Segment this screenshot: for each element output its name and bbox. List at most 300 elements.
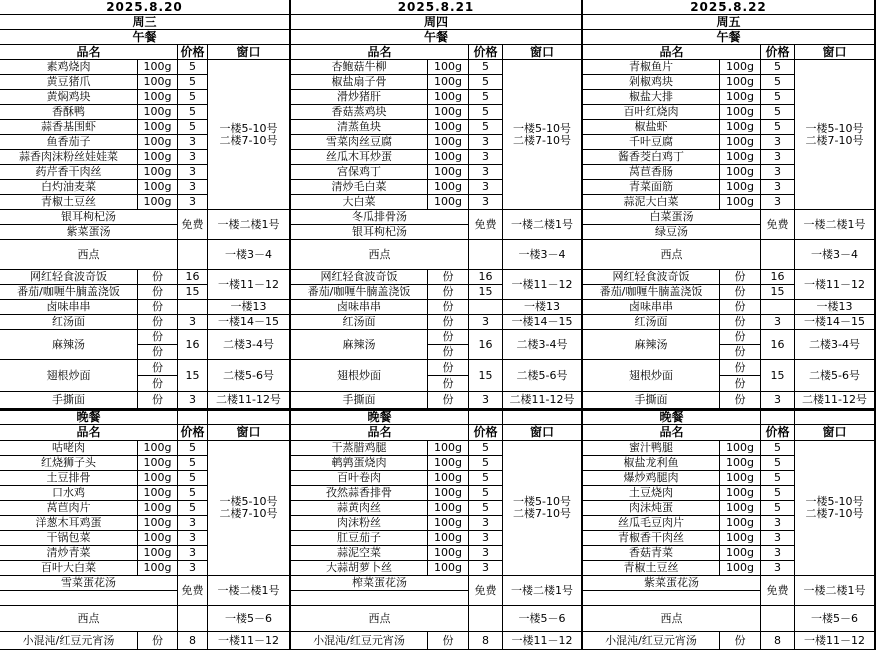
dish-price: 5 xyxy=(469,60,503,75)
rice-unit: 份 xyxy=(138,270,178,285)
dish-unit: 100g xyxy=(428,531,469,546)
soup-name: 银耳枸杞汤 xyxy=(0,210,178,225)
lunch-header-window: 窗口 xyxy=(795,45,875,60)
weekday-header: 周三 xyxy=(0,15,290,30)
rice-name: 网红轻食波奇饭 xyxy=(291,270,428,285)
dish-price: 3 xyxy=(469,180,503,195)
rice-name: 网红轻食波奇饭 xyxy=(0,270,138,285)
dish-price: 5 xyxy=(469,90,503,105)
dinner-title-window-blank xyxy=(795,411,875,425)
dish-unit: 100g xyxy=(428,150,469,165)
dessert-price xyxy=(469,606,503,632)
rice-name: 网红轻食波奇饭 xyxy=(583,270,720,285)
dish-price: 3 xyxy=(469,516,503,531)
soup-name: 绿豆汤 xyxy=(583,225,761,240)
lunch-header-window: 窗口 xyxy=(503,45,582,60)
skewer-price xyxy=(761,300,795,315)
skewer-unit: 份 xyxy=(138,300,178,315)
dish-name: 土豆烧肉 xyxy=(583,486,720,501)
dish-price: 3 xyxy=(761,165,795,180)
dish-price: 3 xyxy=(178,195,208,210)
lunch-window: 一楼5-10号 二楼7-10号 xyxy=(208,60,290,210)
dish-price: 5 xyxy=(178,105,208,120)
mala-name: 麻辣汤 xyxy=(291,330,428,360)
mala-unit: 份 xyxy=(720,330,761,345)
dish-unit: 100g xyxy=(720,195,761,210)
dish-unit: 100g xyxy=(428,561,469,576)
dish-name: 爆炒鸡腿肉 xyxy=(583,471,720,486)
dish-price: 5 xyxy=(469,105,503,120)
dessert-name: 西点 xyxy=(583,606,761,632)
dish-price: 5 xyxy=(761,471,795,486)
soup-window: 一楼二楼1号 xyxy=(795,210,875,240)
mala-window: 二楼3-4号 xyxy=(503,330,582,360)
rice-unit: 份 xyxy=(720,270,761,285)
dish-price: 5 xyxy=(178,486,208,501)
dish-name: 大蒜胡萝卜丝 xyxy=(291,561,428,576)
dish-price: 5 xyxy=(469,471,503,486)
wonton-unit: 份 xyxy=(138,632,178,650)
mala-name: 麻辣汤 xyxy=(0,330,138,360)
dish-unit: 100g xyxy=(428,441,469,456)
shousi-price: 3 xyxy=(761,392,795,409)
chigen-window: 二楼5-6号 xyxy=(503,360,582,392)
lunch-window: 一楼5-10号 二楼7-10号 xyxy=(795,60,875,210)
soup-window: 一楼二楼1号 xyxy=(503,210,582,240)
skewer-price xyxy=(178,300,208,315)
rice-name: 番茄/咖喱牛腩盖浇饭 xyxy=(0,285,138,300)
dish-price: 5 xyxy=(178,75,208,90)
shousi-name: 手撕面 xyxy=(291,392,428,409)
shousi-name: 手撕面 xyxy=(583,392,720,409)
dish-name: 椒盐扇子骨 xyxy=(291,75,428,90)
dish-unit: 100g xyxy=(138,471,178,486)
dish-unit: 100g xyxy=(138,105,178,120)
dish-name: 千叶豆腐 xyxy=(583,135,720,150)
chigen-unit: 份 xyxy=(720,376,761,392)
dish-unit: 100g xyxy=(720,75,761,90)
dish-name: 蒜黄肉丝 xyxy=(291,501,428,516)
wonton-name: 小混沌/红豆元宵汤 xyxy=(291,632,428,650)
dish-unit: 100g xyxy=(720,546,761,561)
dish-unit: 100g xyxy=(720,165,761,180)
dish-unit: 100g xyxy=(720,90,761,105)
dish-name: 莴苣香肠 xyxy=(583,165,720,180)
dish-price: 3 xyxy=(761,561,795,576)
soup-window: 一楼二楼1号 xyxy=(795,576,875,606)
mala-price: 16 xyxy=(178,330,208,360)
soup-blank xyxy=(291,591,469,606)
dish-unit: 100g xyxy=(138,195,178,210)
mala-window: 二楼3-4号 xyxy=(208,330,290,360)
mala-unit: 份 xyxy=(428,345,469,360)
dessert-window: 一楼3－4 xyxy=(795,240,875,270)
hongtang-name: 红汤面 xyxy=(0,315,138,330)
dish-unit: 100g xyxy=(720,120,761,135)
rice-unit: 份 xyxy=(138,285,178,300)
dish-unit: 100g xyxy=(138,60,178,75)
dinner-title-window-blank xyxy=(208,411,290,425)
dish-name: 剁椒鸡块 xyxy=(583,75,720,90)
dish-name: 蜜汁鸭腿 xyxy=(583,441,720,456)
skewer-window: 一楼13 xyxy=(208,300,290,315)
rice-window: 一楼11－12 xyxy=(503,270,582,300)
lunch-title: 午餐 xyxy=(583,30,875,45)
weekday-header: 周四 xyxy=(291,15,582,30)
day-column xyxy=(291,0,583,650)
dish-name: 干锅包菜 xyxy=(0,531,138,546)
dish-unit: 100g xyxy=(428,180,469,195)
rice-price: 15 xyxy=(761,285,795,300)
skewer-window: 一楼13 xyxy=(503,300,582,315)
soup-blank xyxy=(583,591,761,606)
dish-price: 5 xyxy=(178,90,208,105)
date-header: 2025.8.20 xyxy=(0,0,290,15)
dish-name: 肉沫炖蛋 xyxy=(583,501,720,516)
dish-name: 酱香茭白鸡丁 xyxy=(583,150,720,165)
dinner-title-price-blank xyxy=(178,411,208,425)
wonton-price: 8 xyxy=(469,632,503,650)
hongtang-window: 一楼14－15 xyxy=(795,315,875,330)
dinner-header-name: 品名 xyxy=(0,425,178,441)
mala-unit: 份 xyxy=(138,330,178,345)
dessert-price xyxy=(178,606,208,632)
skewer-name: 卤味串串 xyxy=(0,300,138,315)
soup-name: 紫菜蛋汤 xyxy=(0,225,178,240)
dish-price: 5 xyxy=(761,441,795,456)
dinner-window: 一楼5-10号 二楼7-10号 xyxy=(795,441,875,576)
dish-price: 3 xyxy=(178,165,208,180)
day-column xyxy=(0,0,291,650)
dish-price: 5 xyxy=(761,90,795,105)
dish-name: 雪菜肉丝豆腐 xyxy=(291,135,428,150)
dish-name: 鱼香茄子 xyxy=(0,135,138,150)
wonton-window: 一楼11－12 xyxy=(795,632,875,650)
dish-price: 5 xyxy=(469,456,503,471)
dish-name: 孜然蒜香排骨 xyxy=(291,486,428,501)
skewer-name: 卤味串串 xyxy=(291,300,428,315)
dessert-name: 西点 xyxy=(0,240,178,270)
hongtang-price: 3 xyxy=(178,315,208,330)
dish-unit: 100g xyxy=(720,135,761,150)
chigen-unit: 份 xyxy=(138,360,178,376)
dish-name: 蒜香肉沫粉丝娃娃菜 xyxy=(0,150,138,165)
chigen-name: 翅根炒面 xyxy=(0,360,138,392)
rice-price: 15 xyxy=(469,285,503,300)
dish-price: 5 xyxy=(761,120,795,135)
wonton-name: 小混沌/红豆元宵汤 xyxy=(0,632,138,650)
rice-price: 15 xyxy=(178,285,208,300)
dish-name: 青椒鱼片 xyxy=(583,60,720,75)
rice-price: 16 xyxy=(761,270,795,285)
dish-name: 蒜泥空菜 xyxy=(291,546,428,561)
dish-price: 3 xyxy=(469,195,503,210)
dish-price: 5 xyxy=(469,75,503,90)
dinner-window: 一楼5-10号 二楼7-10号 xyxy=(208,441,290,576)
dish-name: 药芹香干肉丝 xyxy=(0,165,138,180)
lunch-header-name: 品名 xyxy=(291,45,469,60)
dish-name: 青菜面筋 xyxy=(583,180,720,195)
dish-unit: 100g xyxy=(138,75,178,90)
mala-price: 16 xyxy=(761,330,795,360)
chigen-price: 15 xyxy=(178,360,208,392)
dish-price: 5 xyxy=(761,486,795,501)
dinner-window: 一楼5-10号 二楼7-10号 xyxy=(503,441,582,576)
dish-name: 杏鲍菇牛柳 xyxy=(291,60,428,75)
dish-unit: 100g xyxy=(428,546,469,561)
hongtang-window: 一楼14－15 xyxy=(503,315,582,330)
dish-price: 5 xyxy=(761,75,795,90)
dish-unit: 100g xyxy=(428,75,469,90)
rice-price: 16 xyxy=(178,270,208,285)
hongtang-unit: 份 xyxy=(428,315,469,330)
dish-name: 黄焖鸡块 xyxy=(0,90,138,105)
dinner-header-window: 窗口 xyxy=(795,425,875,441)
lunch-title: 午餐 xyxy=(0,30,290,45)
dish-price: 3 xyxy=(178,546,208,561)
dish-unit: 100g xyxy=(138,90,178,105)
mala-name: 麻辣汤 xyxy=(583,330,720,360)
soup-name: 榨菜蛋花汤 xyxy=(291,576,469,591)
shousi-window: 二楼11-12号 xyxy=(503,392,582,409)
dessert-name: 西点 xyxy=(291,606,469,632)
dessert-window: 一楼5－6 xyxy=(503,606,582,632)
soup-name: 白菜蛋汤 xyxy=(583,210,761,225)
dinner-title-window-blank xyxy=(503,411,582,425)
lunch-window: 一楼5-10号 二楼7-10号 xyxy=(503,60,582,210)
mala-unit: 份 xyxy=(428,330,469,345)
dish-unit: 100g xyxy=(720,531,761,546)
dish-name: 宫保鸡丁 xyxy=(291,165,428,180)
dish-name: 大白菜 xyxy=(291,195,428,210)
soup-window: 一楼二楼1号 xyxy=(503,576,582,606)
mala-unit: 份 xyxy=(720,345,761,360)
dish-name: 干蒸腊鸡腿 xyxy=(291,441,428,456)
soup-price: 免费 xyxy=(469,576,503,606)
dish-name: 口水鸡 xyxy=(0,486,138,501)
dish-price: 3 xyxy=(178,150,208,165)
dish-unit: 100g xyxy=(428,486,469,501)
dish-unit: 100g xyxy=(720,105,761,120)
dish-price: 5 xyxy=(469,120,503,135)
shousi-unit: 份 xyxy=(428,392,469,409)
rice-unit: 份 xyxy=(428,270,469,285)
dish-price: 3 xyxy=(761,135,795,150)
dish-unit: 100g xyxy=(138,135,178,150)
chigen-price: 15 xyxy=(761,360,795,392)
soup-price: 免费 xyxy=(178,210,208,240)
soup-price: 免费 xyxy=(469,210,503,240)
shousi-unit: 份 xyxy=(138,392,178,409)
dinner-header-name: 品名 xyxy=(291,425,469,441)
chigen-name: 翅根炒面 xyxy=(583,360,720,392)
shousi-window: 二楼11-12号 xyxy=(208,392,290,409)
hongtang-unit: 份 xyxy=(138,315,178,330)
dish-name: 黄豆猪爪 xyxy=(0,75,138,90)
dish-price: 3 xyxy=(469,561,503,576)
lunch-header-name: 品名 xyxy=(583,45,761,60)
dish-price: 5 xyxy=(178,120,208,135)
dish-price: 5 xyxy=(761,105,795,120)
dish-unit: 100g xyxy=(720,486,761,501)
dish-unit: 100g xyxy=(138,150,178,165)
dish-name: 洋葱木耳鸡蛋 xyxy=(0,516,138,531)
shousi-price: 3 xyxy=(178,392,208,409)
dish-name: 百叶卷肉 xyxy=(291,471,428,486)
dinner-header-name: 品名 xyxy=(583,425,761,441)
skewer-price xyxy=(469,300,503,315)
dish-unit: 100g xyxy=(138,486,178,501)
skewer-name: 卤味串串 xyxy=(583,300,720,315)
dish-price: 3 xyxy=(178,516,208,531)
dish-price: 3 xyxy=(178,180,208,195)
hongtang-window: 一楼14－15 xyxy=(208,315,290,330)
rice-name: 番茄/咖喱牛腩盖浇饭 xyxy=(291,285,428,300)
dish-price: 5 xyxy=(469,486,503,501)
dish-price: 3 xyxy=(469,546,503,561)
dish-unit: 100g xyxy=(428,90,469,105)
dish-name: 青椒土豆丝 xyxy=(583,561,720,576)
shousi-name: 手撕面 xyxy=(0,392,138,409)
chigen-window: 二楼5-6号 xyxy=(795,360,875,392)
soup-name: 雪菜蛋花汤 xyxy=(0,576,178,591)
dish-name: 青椒香干肉丝 xyxy=(583,531,720,546)
rice-unit: 份 xyxy=(428,285,469,300)
dinner-title-price-blank xyxy=(761,411,795,425)
skewer-unit: 份 xyxy=(428,300,469,315)
dish-price: 5 xyxy=(761,456,795,471)
soup-name: 冬瓜排骨汤 xyxy=(291,210,469,225)
dish-unit: 100g xyxy=(428,471,469,486)
dish-name: 清炒青菜 xyxy=(0,546,138,561)
dish-name: 肉沫粉丝 xyxy=(291,516,428,531)
day-column xyxy=(583,0,876,650)
dish-price: 5 xyxy=(178,456,208,471)
dish-price: 3 xyxy=(761,150,795,165)
hongtang-unit: 份 xyxy=(720,315,761,330)
soup-price: 免费 xyxy=(761,576,795,606)
dish-unit: 100g xyxy=(428,516,469,531)
hongtang-name: 红汤面 xyxy=(291,315,428,330)
dish-name: 清炒毛白菜 xyxy=(291,180,428,195)
dish-unit: 100g xyxy=(428,165,469,180)
lunch-header-name: 品名 xyxy=(0,45,178,60)
wonton-price: 8 xyxy=(761,632,795,650)
weekday-header: 周五 xyxy=(583,15,875,30)
dish-name: 香酥鸭 xyxy=(0,105,138,120)
dish-unit: 100g xyxy=(720,441,761,456)
dish-name: 肛豆茄子 xyxy=(291,531,428,546)
soup-price: 免费 xyxy=(761,210,795,240)
dish-name: 青椒土豆丝 xyxy=(0,195,138,210)
dessert-price xyxy=(178,240,208,270)
dish-name: 百叶红烧肉 xyxy=(583,105,720,120)
shousi-price: 3 xyxy=(469,392,503,409)
dish-price: 3 xyxy=(761,546,795,561)
dish-name: 土豆排骨 xyxy=(0,471,138,486)
dish-price: 5 xyxy=(178,60,208,75)
chigen-unit: 份 xyxy=(428,360,469,376)
chigen-window: 二楼5-6号 xyxy=(208,360,290,392)
dish-price: 5 xyxy=(178,471,208,486)
chigen-name: 翅根炒面 xyxy=(291,360,428,392)
date-header: 2025.8.22 xyxy=(583,0,875,15)
dish-price: 3 xyxy=(469,135,503,150)
dish-unit: 100g xyxy=(138,441,178,456)
dish-name: 素鸡烧肉 xyxy=(0,60,138,75)
shousi-unit: 份 xyxy=(720,392,761,409)
dessert-window: 一楼5－6 xyxy=(208,606,290,632)
dish-name: 咕咾肉 xyxy=(0,441,138,456)
dish-price: 3 xyxy=(469,165,503,180)
skewer-unit: 份 xyxy=(720,300,761,315)
shousi-window: 二楼11-12号 xyxy=(795,392,875,409)
dish-unit: 100g xyxy=(428,456,469,471)
dish-name: 清蒸鱼块 xyxy=(291,120,428,135)
dish-unit: 100g xyxy=(720,60,761,75)
dish-name: 香菇青菜 xyxy=(583,546,720,561)
dessert-name: 西点 xyxy=(291,240,469,270)
dinner-header-window: 窗口 xyxy=(208,425,290,441)
dish-unit: 100g xyxy=(138,501,178,516)
chigen-unit: 份 xyxy=(720,360,761,376)
lunch-title: 午餐 xyxy=(291,30,582,45)
dish-name: 莴苣肉片 xyxy=(0,501,138,516)
dish-unit: 100g xyxy=(138,180,178,195)
dinner-header-window: 窗口 xyxy=(503,425,582,441)
dinner-title: 晚餐 xyxy=(583,411,761,425)
wonton-window: 一楼11－12 xyxy=(208,632,290,650)
dessert-window: 一楼3－4 xyxy=(208,240,290,270)
dish-price: 3 xyxy=(178,135,208,150)
rice-window: 一楼11－12 xyxy=(208,270,290,300)
dinner-header-price: 价格 xyxy=(469,425,503,441)
dish-unit: 100g xyxy=(138,546,178,561)
dish-unit: 100g xyxy=(428,501,469,516)
dish-price: 3 xyxy=(761,516,795,531)
rice-unit: 份 xyxy=(720,285,761,300)
soup-price: 免费 xyxy=(178,576,208,606)
soup-window: 一楼二楼1号 xyxy=(208,576,290,606)
lunch-header-price: 价格 xyxy=(178,45,208,60)
dish-price: 3 xyxy=(761,195,795,210)
dish-name: 丝瓜木耳炒蛋 xyxy=(291,150,428,165)
dish-unit: 100g xyxy=(138,531,178,546)
dish-price: 5 xyxy=(178,441,208,456)
dish-name: 香菇蒸鸡块 xyxy=(291,105,428,120)
dish-name: 椒盐龙利鱼 xyxy=(583,456,720,471)
dish-unit: 100g xyxy=(720,456,761,471)
soup-name: 紫菜蛋花汤 xyxy=(583,576,761,591)
dish-price: 3 xyxy=(761,531,795,546)
dish-name: 丝瓜毛豆肉片 xyxy=(583,516,720,531)
dish-price: 3 xyxy=(469,531,503,546)
dessert-price xyxy=(761,606,795,632)
dish-unit: 100g xyxy=(138,516,178,531)
dish-price: 5 xyxy=(469,501,503,516)
dish-unit: 100g xyxy=(138,456,178,471)
dish-price: 3 xyxy=(469,150,503,165)
chigen-price: 15 xyxy=(469,360,503,392)
dessert-name: 西点 xyxy=(0,606,178,632)
rice-name: 番茄/咖喱牛腩盖浇饭 xyxy=(583,285,720,300)
skewer-window: 一楼13 xyxy=(795,300,875,315)
hongtang-name: 红汤面 xyxy=(583,315,720,330)
dinner-header-price: 价格 xyxy=(761,425,795,441)
dinner-title: 晚餐 xyxy=(291,411,469,425)
dish-unit: 100g xyxy=(138,561,178,576)
wonton-unit: 份 xyxy=(428,632,469,650)
